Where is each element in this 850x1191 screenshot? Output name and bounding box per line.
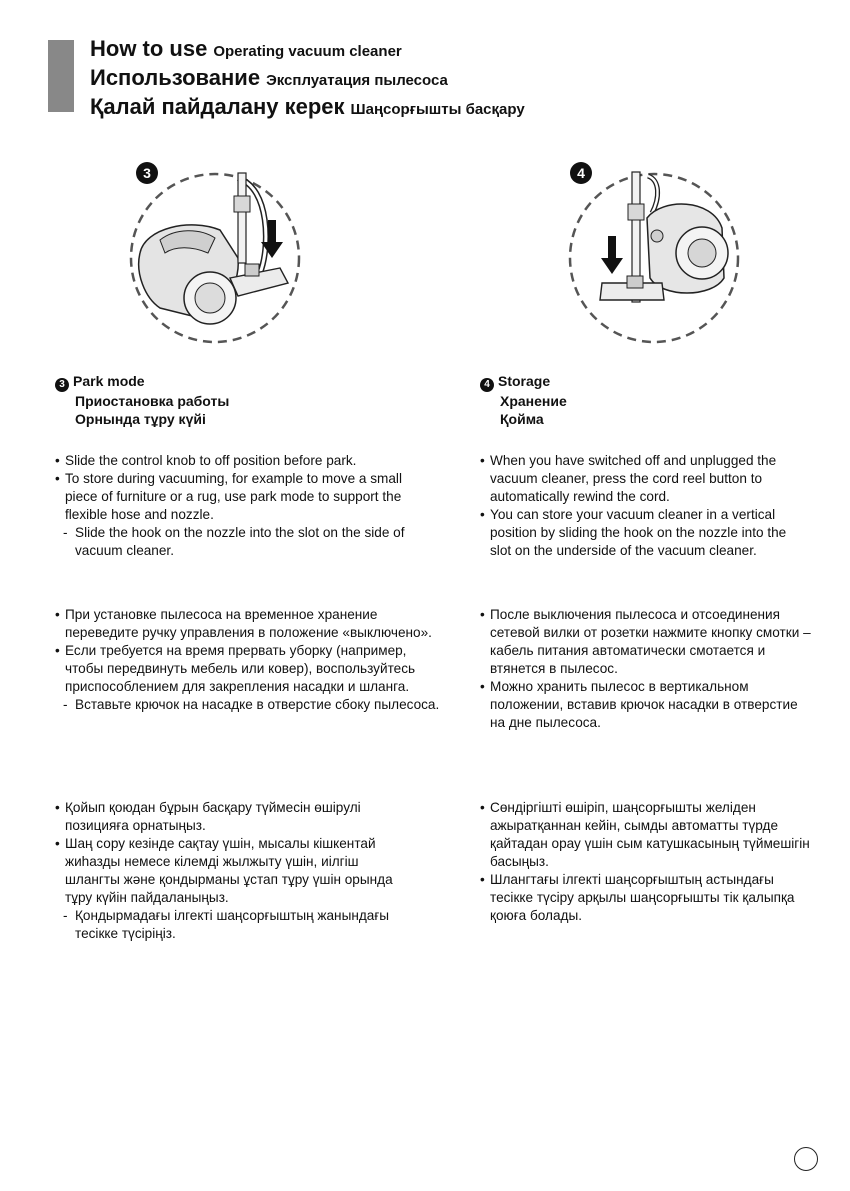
header-line-ru [90,65,525,94]
header-subtitle-en: Operating vacuum cleaner [213,43,402,60]
header-line-kz [90,94,525,123]
storage-heading [480,372,840,428]
list-item: • Шаң сору кезінде сақтау үшін, мысалы кішкентай жиһазды немесе кілемді жылжыту үшін, иілгіш шлангты және қондырманы ұстап тұру үшін орында тұру күйін пайдаланыңыз. [55,835,415,907]
storage-text-en [480,452,810,560]
storage-title-ru: Хранение [500,393,567,409]
header-title-en: How to use [90,36,208,61]
vacuum-park-drawing [120,158,310,348]
park-mode-illustration [120,158,310,348]
park-text-kz [55,799,415,943]
header-subtitle-ru: Эксплуатация пылесоса [266,72,448,89]
storage-title-kz: Қойма [500,411,544,427]
list-item: • Сөндіргішті өшіріп, шаңсорғышты желіден ажыратқаннан кейін, сымды автоматты түрде қайтадан орау үшін сым катушкасының түймешігін басыңыз. [480,799,815,871]
park-title-ru: Приостановка работы [75,393,230,409]
list-item: • To store during vacuuming, for example to move a small piece of furniture or a rug, use park mode to support the flexible hose and nozzle. [55,470,415,524]
park-text-ru [55,606,440,714]
park-text-en [55,452,415,560]
figure-4-number: 4 [570,162,592,184]
header-title-ru: Использование [90,65,261,90]
list-item: • Если требуется на время прервать уборку (например, чтобы передвинуть мебель или ковер), воспользуйтесь приспособлением для закрепления насадки и шланга. [55,642,440,696]
header-line-en [90,36,525,65]
header-side-bar [48,40,74,112]
vacuum-storage-drawing [552,158,752,348]
park-mode-heading [55,372,415,428]
storage-text-ru [480,606,815,732]
park-title-kz: Орнында тұру күйі [75,411,206,427]
list-item: • Можно хранить пылесос в вертикальном положении, вставив крючок насадки в отверстие на дне пылесоса. [480,678,815,732]
list-item: - Қондырмадағы ілгекті шаңсорғыштың жанындағы тесікке түсіріңіз. [55,907,415,943]
page-header [90,36,525,123]
storage-number-badge: 4 [480,378,494,392]
list-item: • Қойып қоюдан бұрын басқару түймесін өшірулі позицияға орнатыңыз. [55,799,415,835]
header-title-kz: Қалай пайдалану керек [90,94,345,119]
list-item: • При установке пылесоса на временное хранение переведите ручку управления в положение «выключено». [55,606,440,642]
header-subtitle-kz: Шаңсорғышты басқару [350,101,525,118]
park-title-en-row [55,372,415,392]
list-item: • Шлангтағы ілгекті шаңсорғыштың астындағы тесікке түсіру арқылы шаңсорғышты тік қалыпқа қоюға болады. [480,871,815,925]
page-marker-circle [794,1147,818,1171]
list-item: • You can store your vacuum cleaner in a vertical position by sliding the hook on the nozzle into the slot on the underside of the vacuum cleaner. [480,506,810,560]
list-item: • После выключения пылесоса и отсоединения сетевой вилки от розетки нажмите кнопку смотки – кабель питания автоматически смотается и втянется в пылесос. [480,606,815,678]
storage-title-en: Storage [498,373,551,389]
list-item: - Вставьте крючок на насадке в отверстие сбоку пылесоса. [55,696,440,714]
list-item: • Slide the control knob to off position before park. [55,452,415,470]
storage-illustration [552,158,752,348]
list-item: • When you have switched off and unplugged the vacuum cleaner, press the cord reel button to automatically rewind the cord. [480,452,810,506]
park-title-en: Park mode [73,373,145,389]
storage-title-en-row [480,372,840,392]
list-item: - Slide the hook on the nozzle into the slot on the side of vacuum cleaner. [55,524,415,560]
storage-text-kz [480,799,815,925]
park-number-badge: 3 [55,378,69,392]
figure-3-number: 3 [136,162,158,184]
